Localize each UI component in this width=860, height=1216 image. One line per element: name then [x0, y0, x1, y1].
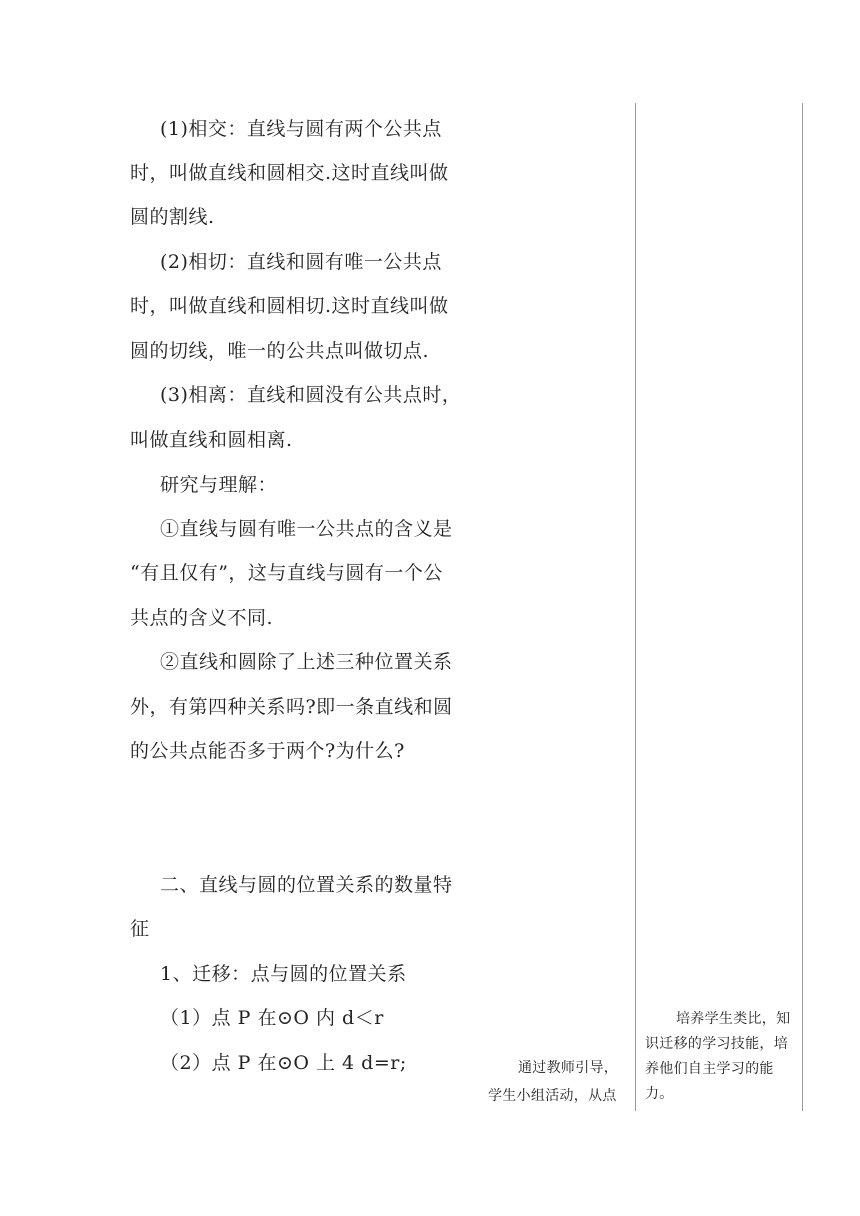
subsection-heading: 1、迁移：点与圆的位置关系 — [160, 963, 407, 985]
text-line: “有且仅有”，这与直线与圆有一个公 — [130, 562, 443, 584]
text-line: 圆的割线. — [130, 206, 215, 228]
activity-text-line: 通过教师引导， — [518, 1060, 619, 1076]
activity-text-line: 学生小组活动，从点 — [488, 1088, 617, 1104]
intent-text-line: 力。 — [645, 1086, 674, 1102]
intent-text-line: 培养学生类比，知 — [676, 1011, 791, 1027]
text-line: ②直线和圆除了上述三种位置关系 — [160, 651, 453, 673]
text-line: 时，叫做直线和圆相切.这时直线叫做 — [130, 295, 449, 317]
text-line: 外，有第四种关系吗?即一条直线和圆 — [130, 696, 453, 718]
text-line: （2）点 P 在⊙O 上 4 d=r; — [160, 1052, 407, 1074]
section-heading-cont: 征 — [130, 918, 150, 940]
text-line: 叫做直线和圆相离. — [130, 429, 293, 451]
text-line: 圆的切线，唯一的公共点叫做切点. — [130, 340, 430, 362]
column-divider-left — [635, 103, 636, 1111]
text-line: 时，叫做直线和圆相交.这时直线叫做 — [130, 162, 449, 184]
text-line: （1）点 P 在⊙O 内 d＜r — [160, 1007, 384, 1029]
column-divider-right — [802, 103, 803, 1111]
text-line: 共点的含义不同. — [130, 607, 274, 629]
text-line: (3)相离：直线和圆没有公共点时， — [160, 384, 462, 406]
text-line: ①直线与圆有唯一公共点的含义是 — [160, 518, 453, 540]
intent-text-line: 识迁移的学习技能，培 — [645, 1036, 788, 1052]
section-heading: 二、直线与圆的位置关系的数量特 — [160, 874, 453, 896]
intent-text-line: 养他们自主学习的能 — [645, 1061, 774, 1077]
text-line: (2)相切：直线和圆有唯一公共点 — [160, 251, 442, 273]
text-line: 的公共点能否多于两个?为什么? — [130, 740, 405, 762]
section-label: 研究与理解： — [160, 474, 278, 496]
text-line: (1)相交：直线与圆有两个公共点 — [160, 118, 442, 140]
